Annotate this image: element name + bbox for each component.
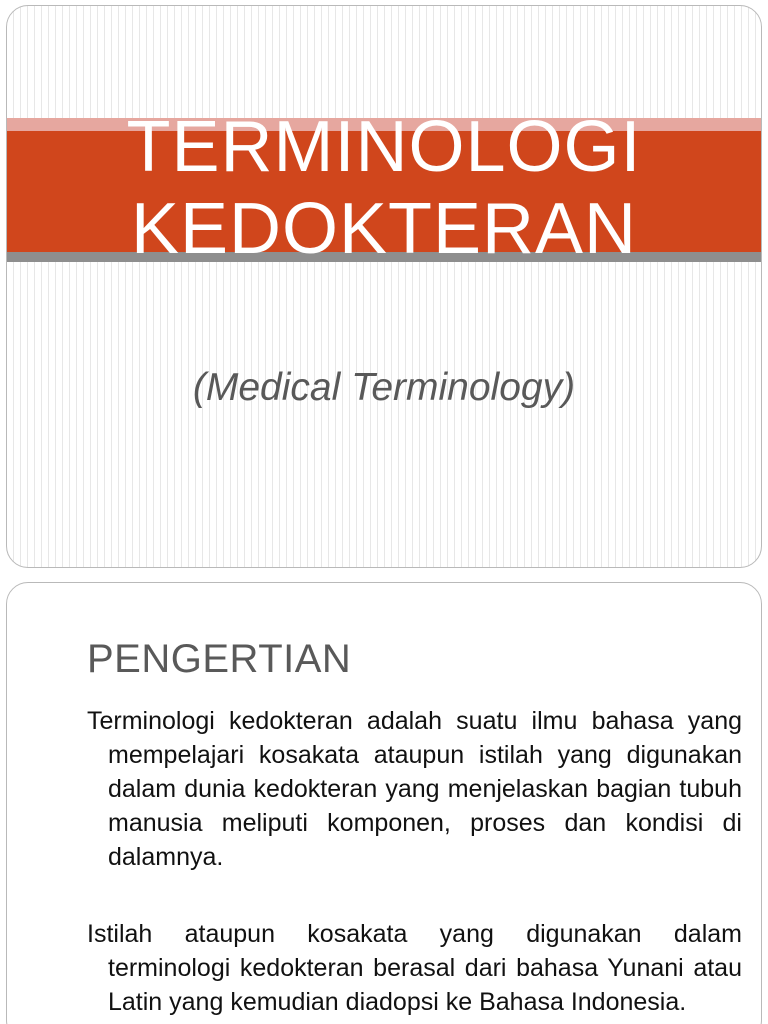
slide-title-line-1: TERMINOLOGI xyxy=(126,107,642,187)
title-slide xyxy=(6,5,762,568)
slide-title-line-2: KEDOKTERAN xyxy=(130,189,638,269)
slide-title xyxy=(7,106,761,270)
paragraph-origin: Istilah ataupun kosakata yang digunakan dalam terminologi kedokteran berasal dari bahasa Yunani atau Latin yang kemudian diadopsi ke Bahasa Indonesia. xyxy=(87,920,742,1016)
content-slide xyxy=(6,582,762,1024)
section-heading: PENGERTIAN xyxy=(87,637,352,681)
paragraph-definition: Terminologi kedokteran adalah suatu ilmu bahasa yang mempelajari kosakata ataupun istilah yang digunakan dalam dunia kedokteran yang menjelaskan bagian tubuh manusia meliputi komponen, proses dan kondisi di dalamnya. xyxy=(87,707,742,871)
slide-subtitle: (Medical Terminology) xyxy=(192,366,576,409)
